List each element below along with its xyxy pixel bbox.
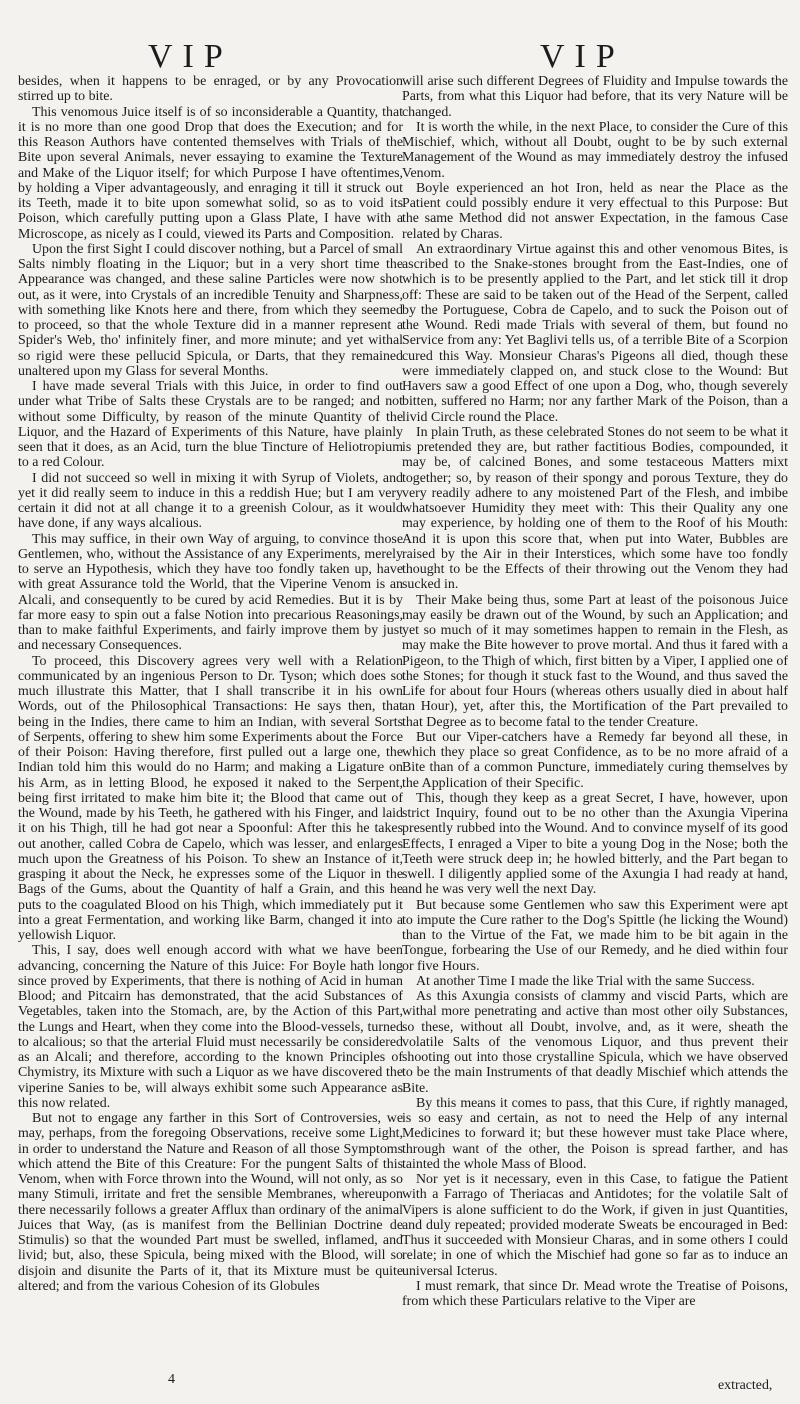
paragraph: I did not succeed so well in mixing it with Syrup of Violets, and yet it did really seem to induce in this a reddish Hue; but I am very certain it did not at all change it to a greenish Colour, as it would have done, if any ways alcalious. [18,470,403,532]
paragraph: To proceed, this Discovery agrees very well with a Relation communicated by an ingenious Person to Dr. Tyson; which does so much illustrate this Matter, that I shall transcribe it in his own Words, out of the Philosophical Transactions: He says then, that being in the Indies, there came to him an Indian, with several Sorts of Serpents, offering to shew him some Experiments about the Force of their Poison: Having therefore, first pulled out a large one, the Indian told him this would do no Harm; and making a Ligature on his Arm, as in letting Blood, he exposed it naked to the Serpent, being first irritated to make him bite it; the Blood that came out of the Wound, made by his Teeth, he gathered with his Finger, and laid it on his Thigh, till he had got near a Spoonful: After this he takes out another, called Cobra de Capelo, which was lesser, and enlarges much upon the Greatness of his Poison. To shew an Instance of it, grasping it about the Neck, he expresses some of the Liquor in the Bags of the Gums, about the Quantity of half a Grain, and this he puts to the coagulated Blood on his Thigh, which immediately put it into a great Fermentation, and working like Barm, changed it into a yellowish Liquor. [18,653,403,943]
paragraph: I have made several Trials with this Juice, in order to find out under what Tribe of Salts these Crystals are to be ranged; and not without some Difficulty, by reason of the minute Quantity of the Liquor, and the Hazard of Experiments of this Nature, have plainly seen that it does, as an Acid, turn the blue Tincture of Heliotropium to a red Colour. [18,379,403,471]
paragraph: By this means it comes to pass, that this Cure, if rightly managed, is so easy and certain, as not to need the Help of any internal Medicines to forward it; but these however must take Place where, through want of the other, the Poison is spread farther, and has tainted the whole Mass of Blood. [402,1095,788,1172]
paragraph: Boyle experienced an hot Iron, held as near the Place as the Patient could possibly endure it very effectual to this Purpose: But the same Method did not answer Expectation, in the famous Case related by Charas. [402,180,788,242]
paragraph: It is worth the while, in the next Place, to consider the Cure of this Mischief, which, without all Doubt, ought to be by such external Management of the Wound as may immediately destroy the infused Venom. [402,119,788,181]
paragraph: This venomous Juice itself is of so inconsiderable a Quantity, that it is no more than one good Drop that does the Execution; and for this Reason Authors have contented themselves with Trials of the Bite upon several Animals, never essaying to examine the Texture and Make of the Liquor itself; for which Purpose I have oftentimes, by holding a Viper advantageously, and enraging it till it struck out its Teeth, made it to bite upon somewhat solid, so as to void its Poison, which carefully putting upon a Glass Plate, I have with a Microscope, as nicely as I could, viewed its Parts and Composition. [18,104,403,242]
running-head-left: VIP [148,38,233,75]
paragraph: As this Axungia consists of clammy and viscid Parts, which are withal more penetrating and active than most other oily Substances, so these, without all Doubt, involve, and, as it were, sheath the volatile Salts of the venomous Liquor, and thus prevent their shooting out into those crystalline Spicula, which we have observed to be the main Instruments of that deadly Mischief which attends the Bite. [402,989,788,1096]
paragraph: will arise such different Degrees of Fluidity and Impulse towards the Parts, from what this Liquor had before, that its very Nature will be changed. [402,74,788,120]
left-column [18,74,403,1374]
paragraph: This, I say, does well enough accord with what we have been advancing, concerning the Nature of this Juice: For Boyle hath long since proved by Experiments, that there is nothing of Acid in human Blood; and Pitcairn has demonstrated, that the acid Substances of Vegetables, taken into the Stomach, are, by the Action of this Part, the Lungs and Heart, when they come into the Blood-vessels, turned to alcalious; so that the arterial Fluid must necessarily be considered as an Alcali; and therefore, according to the known Principles of Chymistry, its Mixture with such a Liquor as we have discovered the viperine Sanies to be, will always exhibit some such Appearance as this now related. [18,943,403,1111]
paragraph: An extraordinary Virtue against this and other venomous Bites, is ascribed to the Snake-stones brought from the East-Indies, one of which is to be presently applied to the Part, and let stick till it drop off: These are said to be taken out of the Head of the Serpent, called by the Portuguese, Cobra de Capelo, and to suck the Poison out of the Wound. Redi made Trials with several of them, but found no Service from any: Yet Baglivi tells us, of a terrible Bite of a Scorpion cured this Way. Monsieur Charas's Pigeons all died, though these were immediately clapped on, and stuck close to the Wound: But Havers saw a good Effect of one upon a Dog, who, though severely bitten, suffered no Harm; nor any farther Mark of the Poison, than a livid Circle round the Place. [402,241,788,425]
running-head-right: VIP [540,38,625,75]
page-number: 4 [168,1372,175,1387]
paragraph: But not to engage any farther in this Sort of Controversies, we may, perhaps, from the foregoing Observations, receive some Light, in order to understand the Nature and Reason of all those Symptoms which attend the Bite of this Creature: For the pungent Salts of this Venom, when with Force thrown into the Wound, will not only, as so many Stimuli, irritate and fret the sensible Membranes, whereupon there necessarily follows a greater Afflux than ordinary of the animal Juices that Way, (as is manifest from the Bellinian Doctrine de Stimulis) so that the wounded Part must be swelled, inflamed, and livid; but, also, these Spicula, being mixed with the Blood, will so disjoin and disunite the Parts of it, that its Mixture must be quite altered; and from the various Cohesion of its Globules [18,1111,403,1294]
paragraph: Nor yet is it necessary, even in this Case, to fatigue the Patient with a Farrago of Theriacas and Antidotes; for the volatile Salt of Vipers is alone sufficient to do the Work, if given in just Quantities, and duly repeated; provided moderate Sweats be encouraged in Bed: Thus it succeeded with Monsieur Charas, and in some others I could relate; in one of which the Mischief had gone so far as to induce an universal Icterus. [402,1172,788,1279]
paragraph: But our Viper-catchers have a Remedy far beyond all these, in which they place so great Confidence, as to be no more afraid of a Bite than of a common Puncture, immediately curing themselves by the Application of their Specific. [402,729,788,791]
right-column [402,74,788,1394]
paragraph: This may suffice, in their own Way of arguing, to convince those Gentlemen, who, without the Assistance of any Experiments, merely to serve an Hypothesis, which they have too fondly taken up, have with great Assurance told the World, that the Viperine Venom is an Alcali, and consequently to be cured by acid Remedies. But it is by far more easy to spin out a false Notion into precarious Reasonings, than to make faithful Experiments, and fairly improve them by just and necessary Consequences. [18,531,403,654]
paragraph: besides, when it happens to be enraged, or by any Provocation stirred up to bite. [18,74,403,105]
paragraph: In plain Truth, as these celebrated Stones do not seem to be what it is pretended they are, but rather factitious Bodies, compounded, it may be, of calcined Bones, and some testaceous Matters mixt together; so, by reason of their spongy and porous Texture, they do very readily adhere to any moistened Part of the Flesh, and imbibe whatsoever Humidity they meet with: This their Quality any one may experience, by holding one of them to the Roof of his Mouth: And it is upon this score that, when put into Water, Bubbles are raised by the Air in their Interstices, which some have too fondly thought to be the Effects of their throwing out the Venom they had sucked in. [402,424,788,593]
paragraph: At another Time I made the like Trial with the same Success. [416,973,755,989]
catchword: extracted, [718,1378,773,1393]
paragraph: Upon the first Sight I could discover nothing, but a Parcel of small Salts nimbly floating in the Liquor; but in a very short time the Appearance was changed, and these saline Particles were now shot out, as it were, into Crystals of an incredible Tenuity and Sharpness, with something like Knots here and there, from which they seemed to proceed, so that the whole Texture did in a manner represent a Spider's Web, tho' infinitely finer, and more minute; and yet withal so rigid were these pellucid Spicula, or Darts, that they remained unaltered upon my Glass for several Months. [18,241,403,379]
paragraph: But because some Gentlemen who saw this Experiment were apt to impute the Cure rather to the Dog's Spittle (he licking the Wound) than to the Virtue of the Fat, we made him to be bit again in the Tongue, forbearing the Use of our Remedy, and he died within four or five Hours. [402,897,788,974]
paragraph: This, though they keep as a great Secret, I have, however, upon strict Inquiry, found out to be no other than the Axungia Viperina presently rubbed into the Wound. And to convince myself of its good Effects, I enraged a Viper to bite a young Dog in the Nose; both the Teeth were struck deep in; he howled bitterly, and the Part began to swell. I diligently applied some of the Axungia I had ready at hand, and he was very well the next Day. [402,790,788,898]
paragraph: Their Make being thus, some Part at least of the poisonous Juice may easily be drawn out of the Wound, by such an Application; and yet so much of it may sometimes happen to remain in the Flesh, as may make the Bite however to prove mortal. And thus it fared with a Pigeon, to the Thigh of which, first bitten by a Viper, I applied one of the Stones; for though it stuck fast to the Wound, and thus saved the Life for about four Hours (whereas others usually died in about half an Hour), yet, after this, the Mortification of the Part prevailed to that Degree as to become fatal to the tender Creature. [402,592,788,730]
paragraph: I must remark, that since Dr. Mead wrote the Treatise of Poisons, from which these Particulars relative to the Viper are [402,1278,788,1309]
